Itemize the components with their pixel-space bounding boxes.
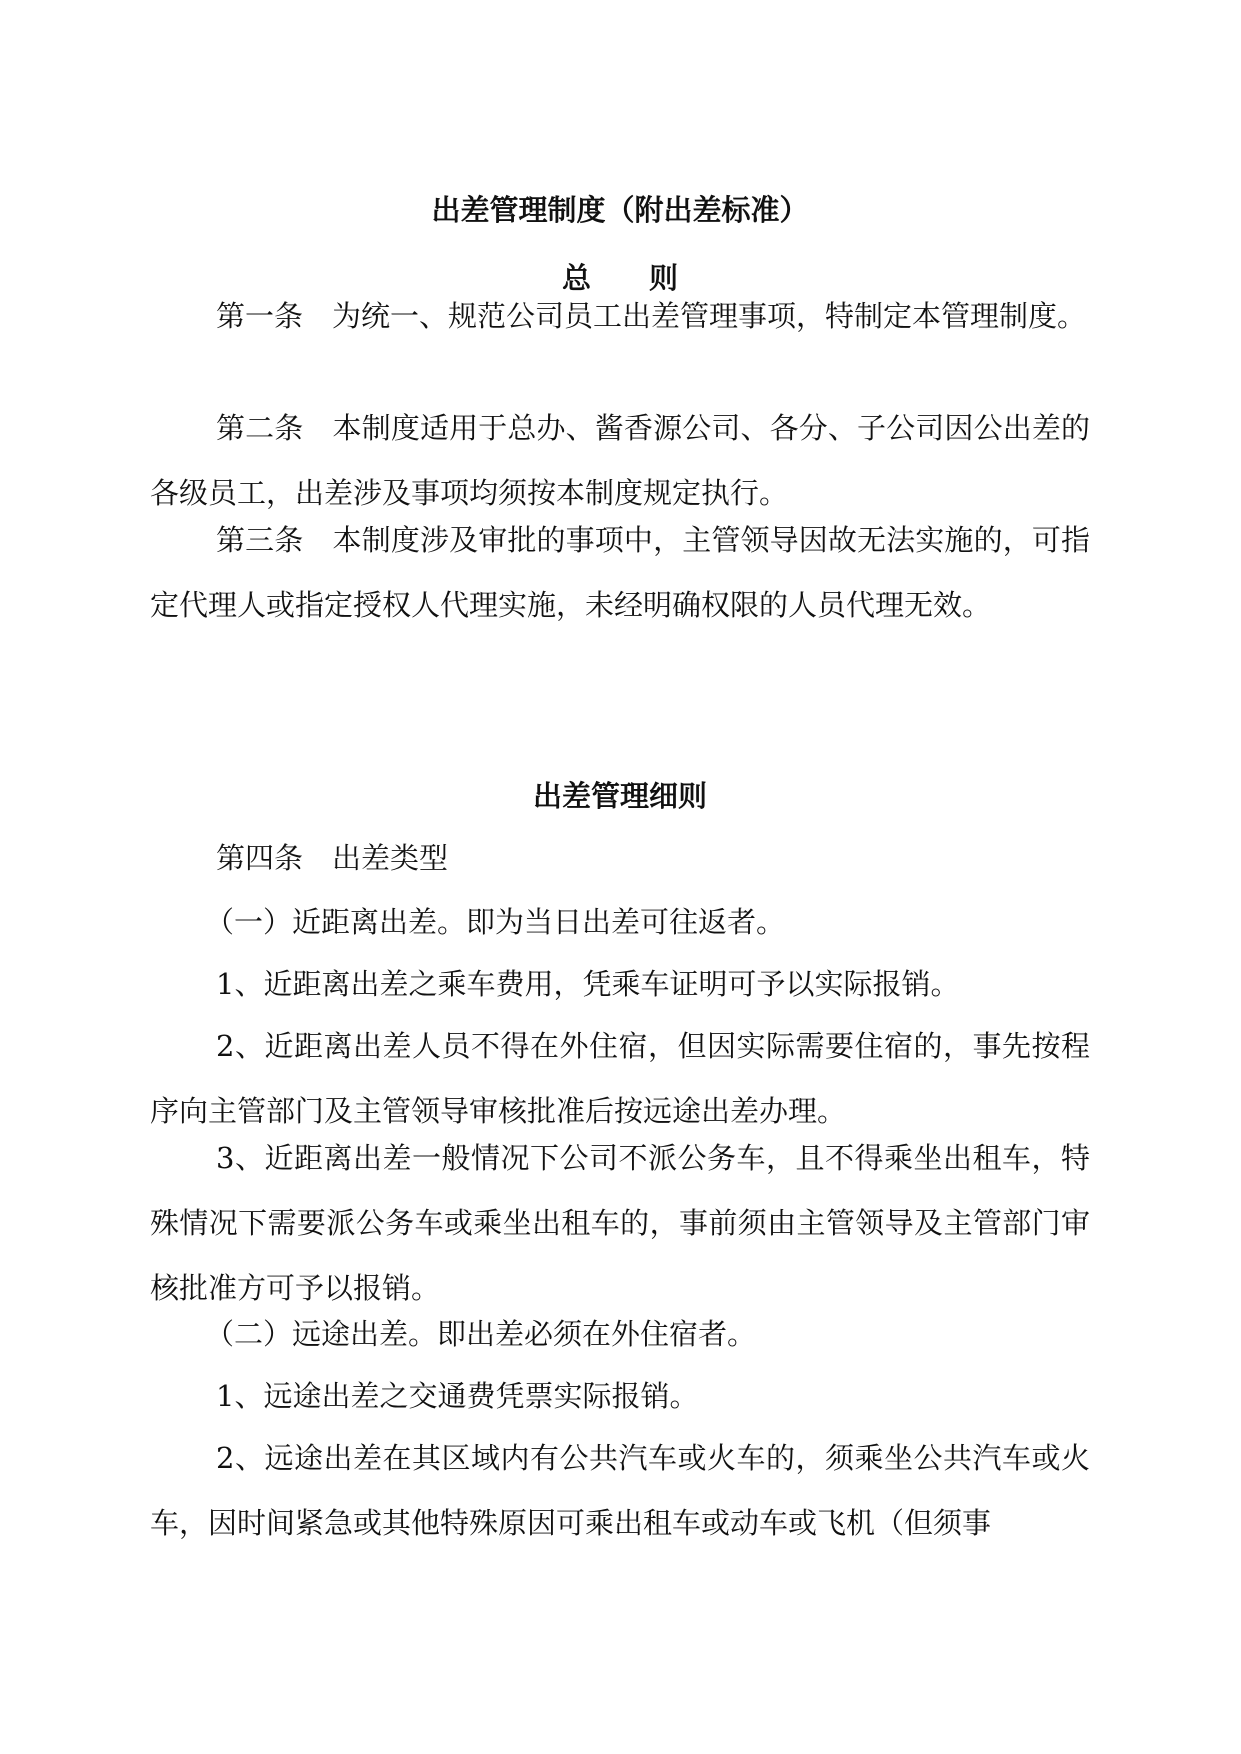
article-label: 第一条 <box>216 299 304 333</box>
list-item: 2、远途出差在其区域内有公共汽车或火车的，须乘坐公共汽车或火车，因时间紧急或其他特殊原因可乘出租车或动车或飞机（但须事 <box>150 1441 1090 1540</box>
list-item: 2、近距离出差人员不得在外住宿，但因实际需要住宿的，事先按程序向主管部门及主管领导审核批准后按远途出差办理。 <box>150 1029 1090 1128</box>
article-text: 为统一、规范公司员工出差管理事项，特制定本管理制度。 <box>332 299 1087 333</box>
article-4 <box>150 826 1090 891</box>
list-item: 1、近距离出差之乘车费用，凭乘车证明可予以实际报销。 <box>216 967 960 1001</box>
section-heading-details: 出差管理细则 <box>532 779 707 813</box>
document-page <box>150 0 1090 1754</box>
document-title: 出差管理制度（附出差标准） <box>431 193 809 227</box>
article-label: 第四条 <box>216 841 304 875</box>
article-1 <box>150 284 1090 349</box>
article-text: 本制度涉及审批的事项中，主管领导因故无法实施的，可指定代理人或指定授权人代理实施，未经明确权限的人员代理无效。 <box>150 523 1090 622</box>
list-item: 3、近距离出差一般情况下公司不派公务车，且不得乘坐出租车，特殊情况下需要派公务车或乘坐出租车的，事前须由主管领导及主管部门审核批准方可予以报销。 <box>150 1141 1090 1305</box>
article-text: 出差类型 <box>332 841 449 875</box>
article-text: 本制度适用于总办、酱香源公司、各分、子公司因公出差的各级员工，出差涉及事项均须按本制度规定执行。 <box>150 411 1090 510</box>
list-item: （二）远途出差。即出差必须在外住宿者。 <box>205 1317 757 1351</box>
article-3 <box>150 508 1090 638</box>
list-item: 1、远途出差之交通费凭票实际报销。 <box>216 1379 699 1413</box>
list-item: （一）近距离出差。即为当日出差可往返者。 <box>205 905 786 939</box>
article-label: 第三条 <box>216 523 304 557</box>
section-heading-general: 总 则 <box>561 261 678 295</box>
article-2 <box>150 396 1090 526</box>
article-label: 第二条 <box>216 411 304 445</box>
